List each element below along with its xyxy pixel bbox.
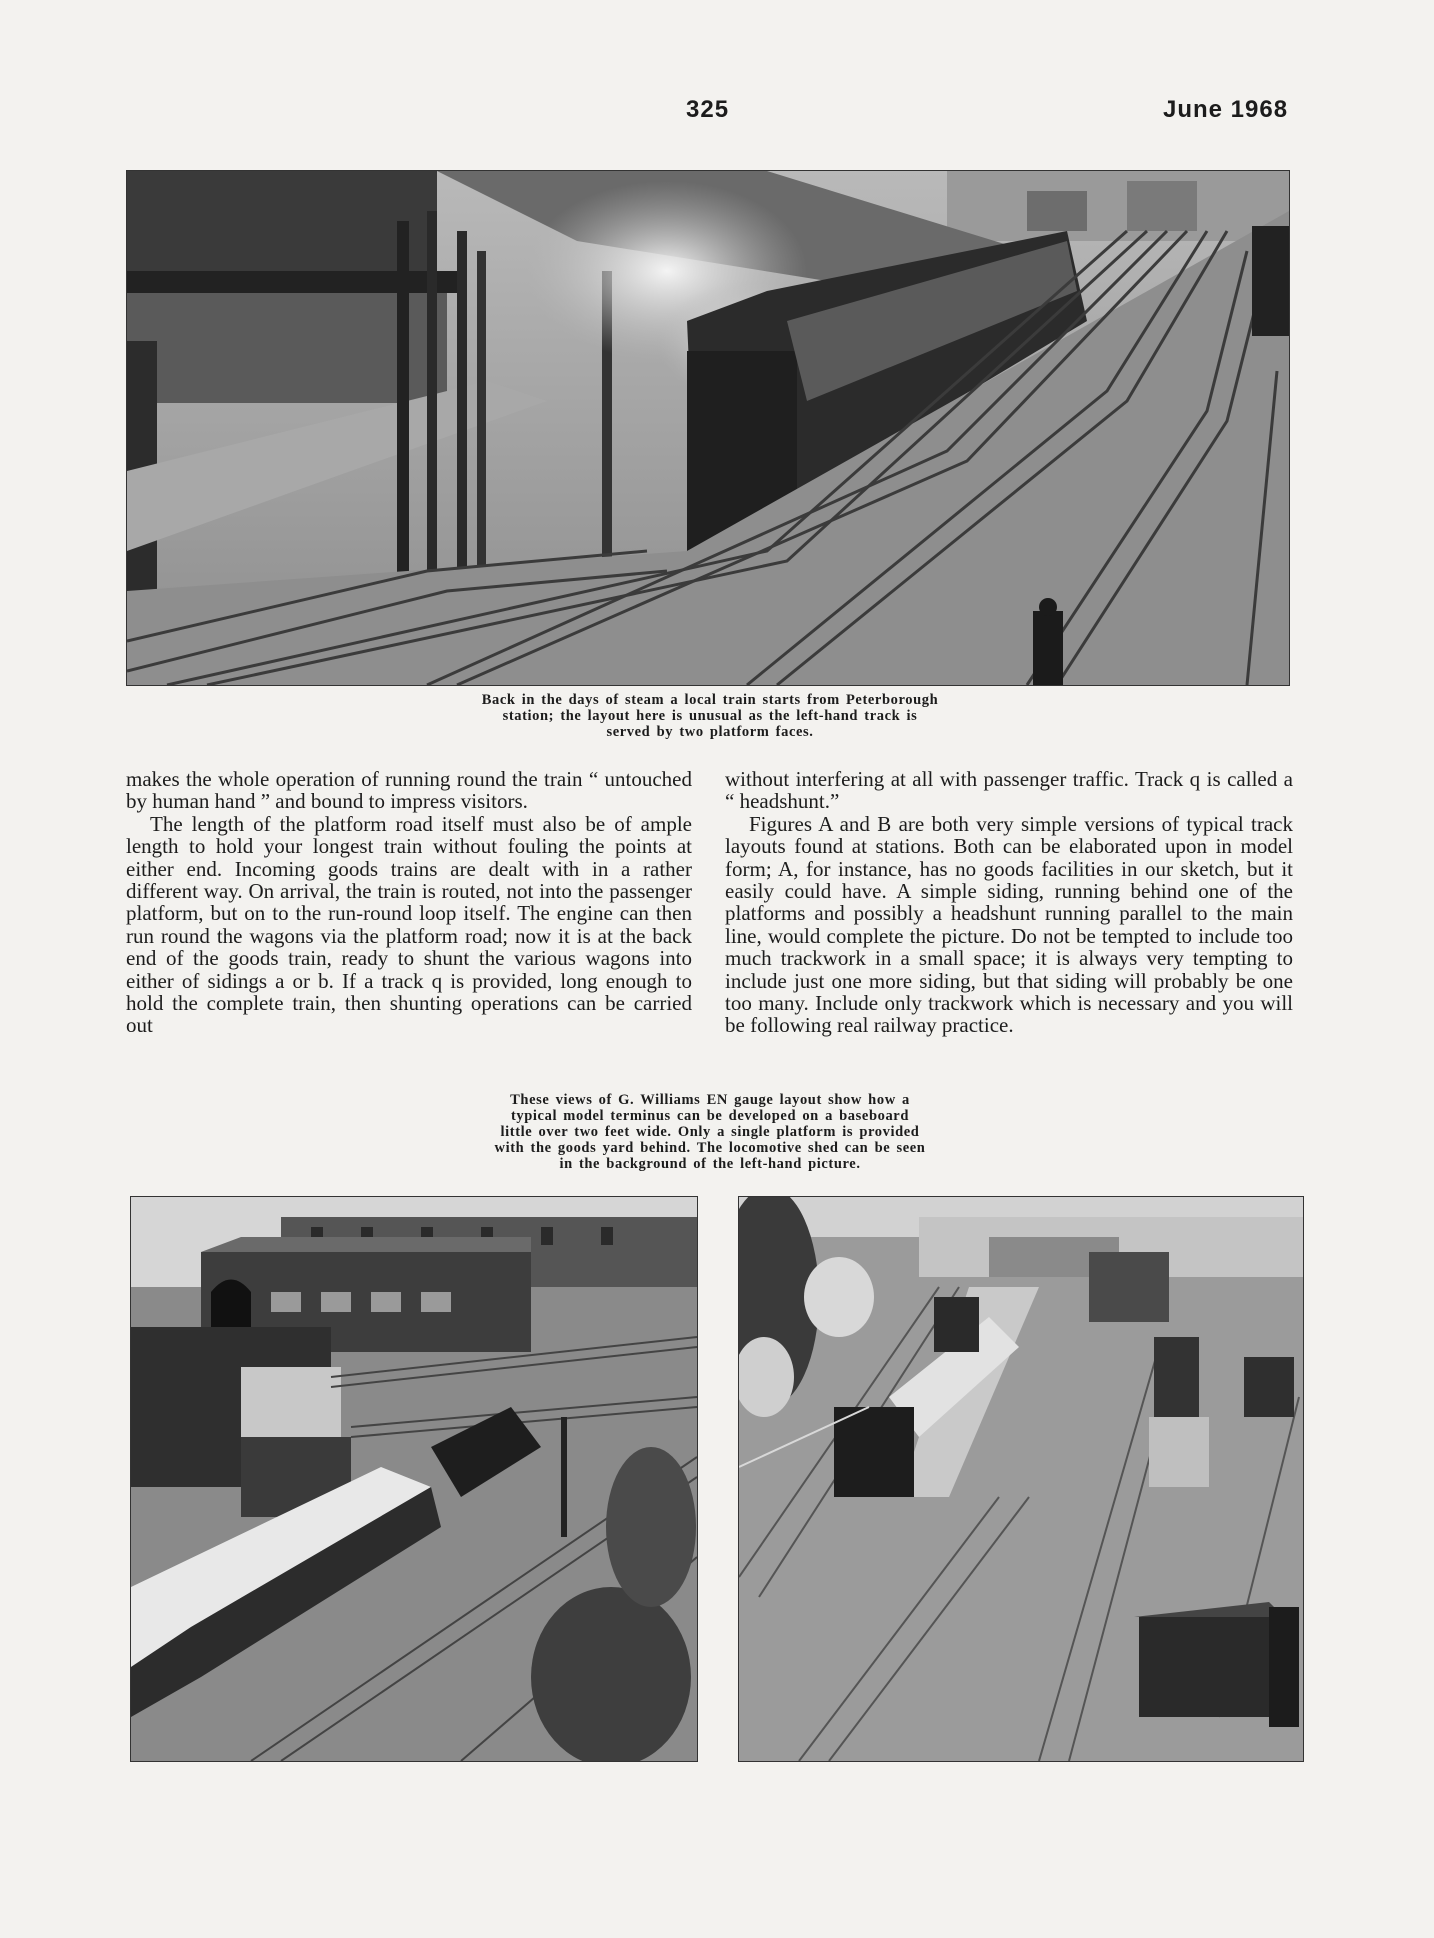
caption-line: in the background of the left-hand picture.: [559, 1156, 861, 1172]
page-number: 325: [686, 96, 730, 123]
caption-line: served by two platform faces.: [606, 724, 814, 740]
caption-line: Back in the days of steam a local train starts from Peterborough: [481, 692, 939, 708]
caption-line: These views of G. Williams EN gauge layout show how a: [510, 1092, 910, 1108]
article-paragraph: Figures A and B are both very simple versions of typical track layouts found at stations. Both can be elaborated upon in model form; A, for instance, has no goods facilities in our sketch, but it easily could have. A simple siding, running behind one of the platforms and possibly a headshunt running parallel to the main line, would complete the picture. Do not be tempted to include too much trackwork in a small space; it is always very tempting to include just one more siding, but that siding will probably be one too many. Include only trackwork which is necessary and you will be following real railway practice.: [725, 811, 1293, 1038]
article-paragraph: without interfering at all with passenger traffic. Track q is called a “ headshunt.”: [725, 767, 1293, 814]
article-paragraph: The length of the platform road itself must also be of ample length to hold your longest train without fouling the points at either end. Incoming goods trains are dealt with in a rather different way. On arrival, the train is routed, not into the passenger platform, but on to the run-round loop itself. The engine can then run round the wagons via the platform road; now it is at the back end of the goods train, ready to shunt the various wagons into either of sidings a or b. If a track q is provided, long enough to hold the complete train, then shunting operations can be carried out: [126, 811, 692, 1038]
bottom-left-photo-model-shed: [130, 1196, 698, 1762]
top-photo-peterborough-station: [126, 170, 1290, 686]
bottom-photos-caption: [400, 1092, 1020, 1172]
top-photo-caption: [330, 692, 1090, 740]
caption-line: little over two feet wide. Only a single platform is provided: [500, 1124, 920, 1140]
article-left-column: [126, 768, 692, 1037]
issue-date: June 1968: [1163, 96, 1289, 123]
article-right-column: [725, 768, 1293, 1037]
caption-line: station; the layout here is unusual as the left-hand track is: [502, 708, 918, 724]
caption-line: typical model terminus can be developed on a baseboard: [510, 1108, 910, 1124]
article-paragraph: makes the whole operation of running round the train “ untouched by human hand ” and bound to impress visitors.: [126, 767, 692, 814]
bottom-right-photo-model-terminus: [738, 1196, 1304, 1762]
caption-line: with the goods yard behind. The locomotive shed can be seen: [494, 1140, 926, 1156]
